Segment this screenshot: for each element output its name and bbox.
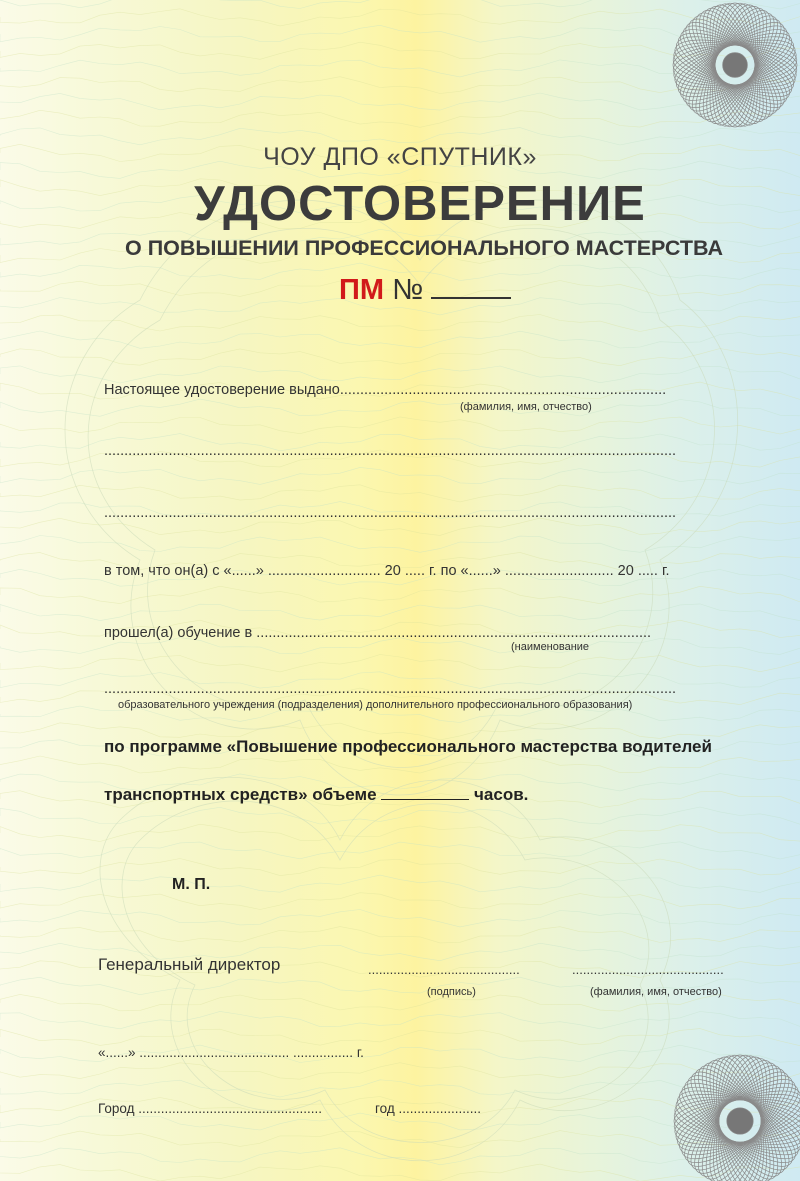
guilloche-wave-line: [0, 485, 800, 502]
hours-blank[interactable]: [381, 783, 469, 800]
series-code: ПМ: [339, 274, 385, 306]
guilloche-wave-line: [0, 1011, 800, 1028]
program-line-2-text: транспортных средств» объеме: [104, 785, 377, 804]
document-subtitle: О ПОВЫШЕНИИ ПРОФЕССИОНАЛЬНОГО МАСТЕРСТВА: [125, 236, 723, 260]
rosette-ornament-bottom-right: [660, 1031, 800, 1181]
director-name-line[interactable]: ..........................................: [572, 962, 724, 977]
dotted-line-2[interactable]: ..............................................................................................................................................: [104, 505, 677, 521]
training-line[interactable]: прошел(а) обучение в ..................................................................................................: [104, 625, 652, 641]
program-line-2: [104, 783, 528, 805]
organization-name: ЧОУ ДПО «СПУТНИК»: [263, 143, 537, 171]
guilloche-wave-line: [0, 893, 800, 910]
guilloche-wave-line: [0, 349, 800, 366]
institution-hint: образовательного учреждения (подразделения) дополнительного профессионального образования): [118, 699, 633, 711]
period-line[interactable]: в том, что он(а) с «......» ............................ 20 ..... г. по «......» ........................... 20 ..... г.: [104, 563, 670, 579]
stamp-place: М. П.: [172, 876, 211, 893]
number-sign: №: [392, 274, 424, 306]
guilloche-wave-line: [0, 315, 800, 332]
issue-date-line[interactable]: «......» ........................................ ................ г.: [98, 1045, 364, 1060]
guilloche-wave-line: [0, 655, 800, 672]
guilloche-wave-line: [0, 875, 800, 892]
director-name-hint: (фамилия, имя, отчество): [590, 986, 722, 998]
guilloche-wave-line: [0, 824, 800, 841]
guilloche-wave-line: [0, 536, 800, 553]
signature-line[interactable]: ..........................................: [368, 962, 520, 977]
signature-hint: (подпись): [427, 986, 476, 998]
rosette-center: [727, 1108, 753, 1134]
number-blank[interactable]: [431, 275, 511, 299]
guilloche-wave-line: [0, 417, 800, 434]
hours-label: часов.: [474, 785, 529, 804]
guilloche-wave-line: [0, 807, 800, 824]
guilloche-wave-line: [0, 586, 800, 604]
guilloche-wave-line: [0, 331, 800, 348]
city-line[interactable]: Город .................................................: [98, 1101, 323, 1116]
guilloche-wave-line: [0, 399, 800, 416]
certificate-number-row: [339, 274, 511, 307]
guilloche-wave-line: [0, 366, 800, 383]
training-hint: (наименование: [511, 641, 590, 653]
guilloche-wave-line: [0, 467, 800, 484]
program-line-1: по программе «Повышение профессионального мастерства водителей: [104, 737, 712, 756]
institution-line[interactable]: ..............................................................................................................................................: [104, 681, 677, 697]
rosette-center: [723, 53, 748, 78]
guilloche-wave-line: [0, 910, 800, 927]
guilloche-wave-line: [0, 604, 800, 621]
issued-to-line[interactable]: Настоящее удостоверение выдано.................................................................................: [104, 382, 667, 398]
year-line[interactable]: год ......................: [375, 1101, 481, 1116]
guilloche-wave-line: [0, 756, 800, 773]
guilloche-wave-line: [0, 859, 800, 876]
dotted-line-1[interactable]: ..............................................................................................................................................: [104, 443, 677, 459]
issued-to-hint: (фамилия, имя, отчество): [460, 401, 592, 413]
rosette-ornament-top-right: [660, 0, 800, 150]
director-label: Генеральный директор: [98, 955, 281, 974]
document-title: УДОСТОВЕРЕНИЕ: [194, 177, 646, 231]
guilloche-wave-line: [0, 842, 800, 859]
